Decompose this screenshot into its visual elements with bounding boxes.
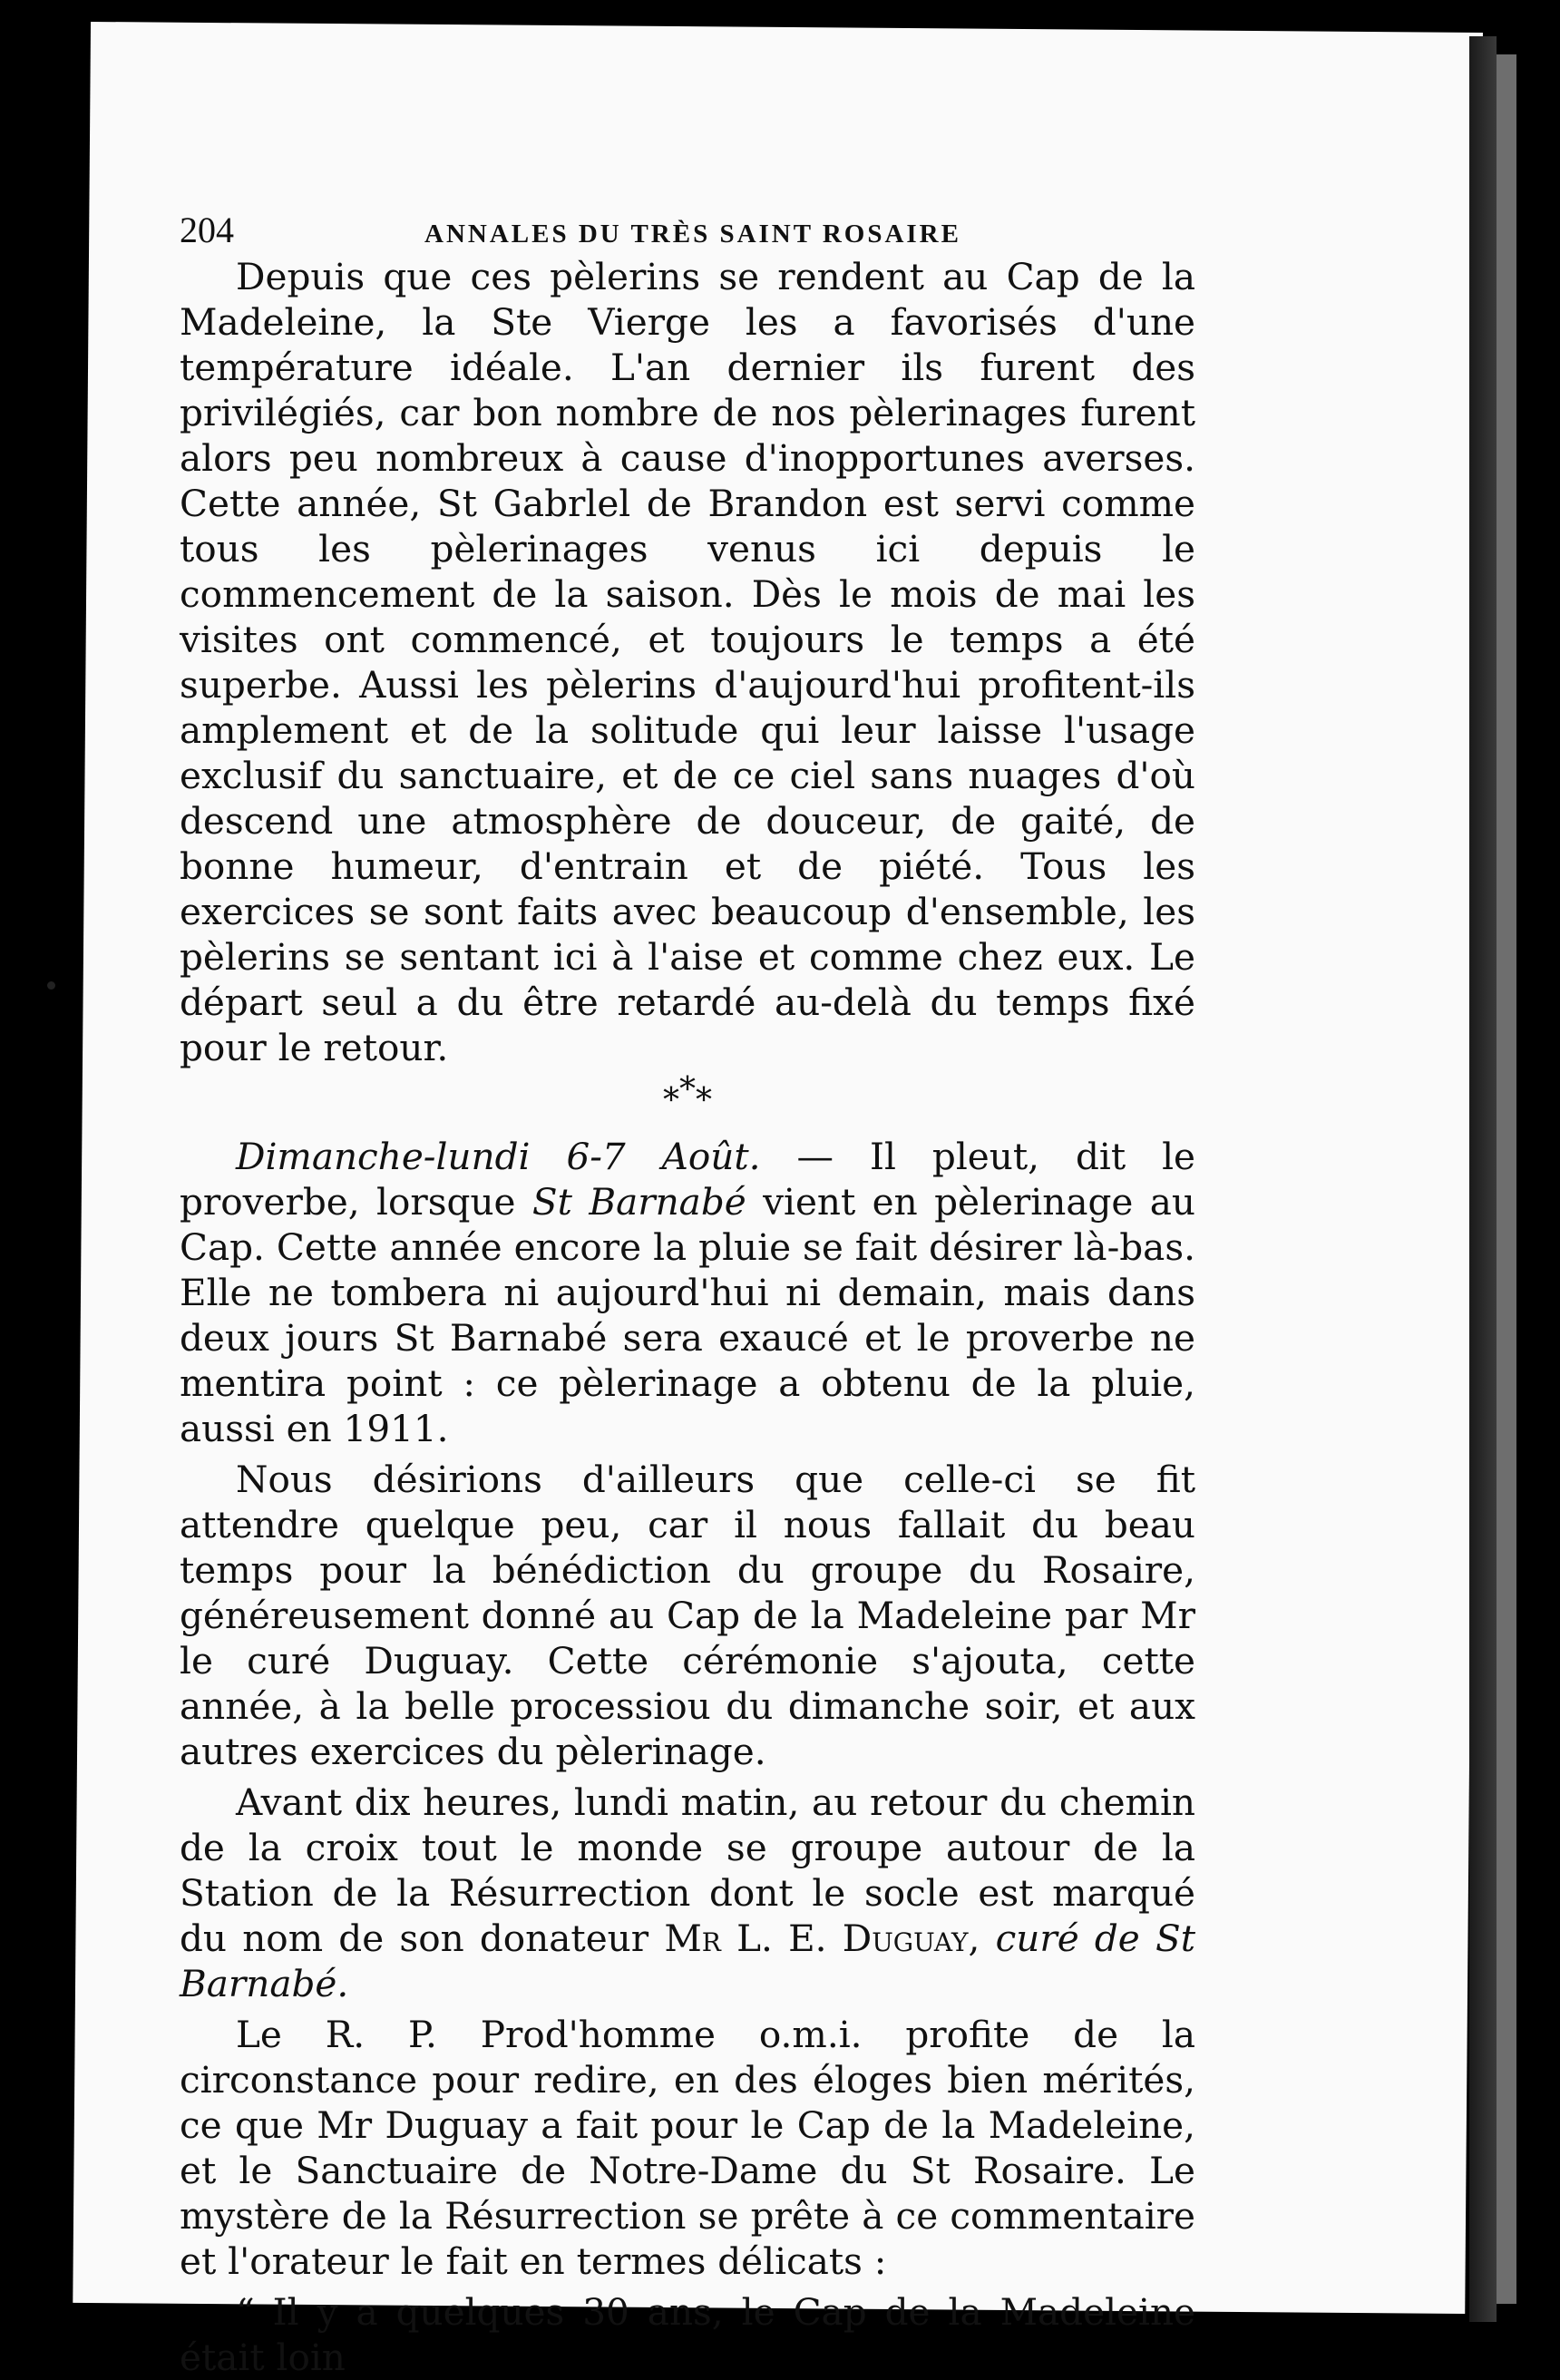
paragraph-quote-start: “ Il y a quelques 30 ans, le Cap de la Madeleine était loin [180,2290,1195,2379]
entry-date: Dimanche-lundi 6-7 Août. [236,1135,761,1178]
paragraph-resurrection-station [180,1780,1195,2006]
entry-italic-name: St Barnabé [531,1180,746,1224]
paragraph-pilgrims-weather: Depuis que ces pèlerins se rendent au Cap de la Madeleine, la Ste Vierge les a favorisés d'une température idéale. L'an dernier ils furent des privilégiés, car bon nombre de nos pèlerinages furent alors peu nombreux à cause d'inopportunes averses. Cette année, St Gabrlel de Brandon est servi comme tous les pèlerinages venus ici depuis le commencement de la saison. Dès le mois de mai les visites ont commencé, et toujours le temps a été superbe. Aussi les pèlerins d'aujourd'hui profitent-ils amplement et de la solitude qui leur laisse l'usage exclusif du sanctuaire, et de ce ciel sans nuages d'où descend une atmosphère de douceur, de gaité, de bonne humeur, d'entrain et de piété. Tous les exercices se sont faits avec beaucoup d'ensemble, les pèlerins se sentant ici à l'aise et comme chez eux. Le départ seul a du être retardé au-delà du temps fixé pour le retour. [180,255,1195,1069]
binding-strip [1497,54,1516,2304]
paragraph-benediction: Nous désirions d'ailleurs que celle-ci se fit attendre quelque peu, car il nous fallait du beau temps pour la bénédiction du groupe du Rosaire, généreusement donné au Cap de la Madeleine par Mr le curé Duguay. Cette cérémonie s'ajouta, cette année, à la belle processiou du dimanche soir, et aux autres exercices du pèlerinage. [180,1458,1195,1773]
page-number: 204 [180,210,234,250]
station-text: Avant dix heures, lundi matin, au retour du chemin de la croix tout le monde se groupe autour de la Station de la Résurrection dont le socle est marqué du nom de son donateur [180,1780,1195,1960]
paragraph-prodhomme: Le R. P. Prod'homme o.m.i. profite de la circonstance pour redire, en des éloges bien mérités, ce que Mr Duguay a fait pour le Cap de la Madeleine, et le Sanctuaire de Notre-Dame du St Rosaire. Le mystère de la Résurrection se prête à ce commentaire et l'orateur le fait en termes délicats : [180,2013,1195,2283]
asterism-top [663,1071,712,1119]
paragraph-st-barnabe [180,1134,1195,1451]
asterism-raised: * [679,1071,696,1108]
donor-separator: , [968,1917,996,1960]
entry-text-2: vient en pèlerinage au Cap. Cette année encore la pluie se fait désirer là-bas. Elle ne tombera ni aujourd'hui ni demain, mais dans deux jours St Barnabé sera exaucé et le proverbe ne mentira point : ce pèlerinage a obtenu de la pluie, aussi en 1911. [180,1180,1195,1450]
donor-title: curé de St Barnabé. [180,1917,1195,2005]
entry-text-1: — Il pleut, dit le proverbe, lorsque [180,1135,1195,1224]
asterism-left: * [663,1082,679,1119]
section-asterism [180,1070,1195,1134]
binding-shadow [1469,36,1497,2322]
running-title: ANNALES DU TRÈS SAINT ROSAIRE [424,219,961,249]
donor-name: Mr L. E. Duguay [664,1917,969,1960]
asterism-right: * [696,1082,712,1119]
page-text [180,181,1195,2380]
margin-dot [47,981,55,990]
running-head [180,181,1195,254]
